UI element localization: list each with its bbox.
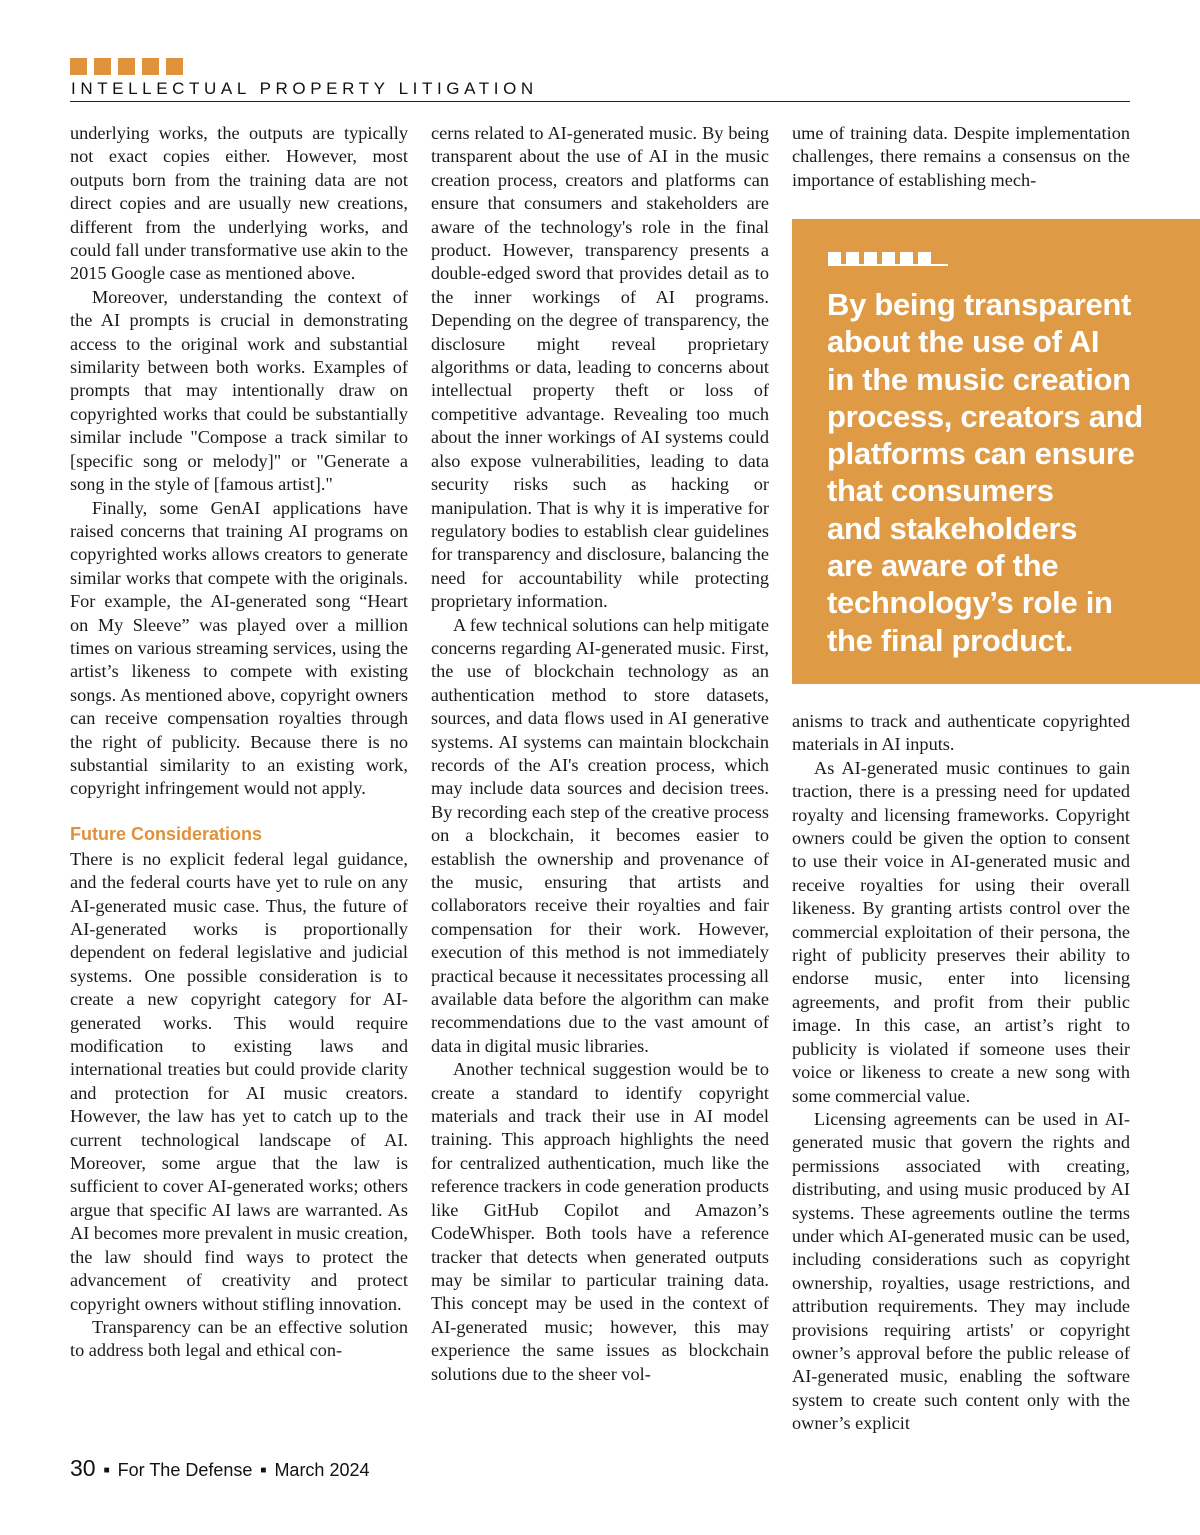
paragraph: ume of training data. Despite implementation challenges, there remains a consensus on the importance of establishing mech- [792, 123, 1130, 190]
pull-quote-line: and stakeholders [827, 510, 1078, 546]
marker-square [142, 58, 159, 75]
column-1 [70, 122, 408, 1363]
bullet-separator: ■ [260, 1465, 267, 1476]
pull-quote-line: By being transparent [827, 287, 1132, 322]
paragraph: Finally, some GenAI applications have raised concerns that training AI programs on copyrighted works allows creators to generate similar works that compete with the originals. For example, the AI-generated song “Heart on My Sleeve” was played over a million times on various streaming services, using the artist’s likeness to compete with existing songs. As mentioned above, copyright owners can receive compensation royalties through the right of publicity. Because there is no substantial similarity to an existing work, copyright infringement would not apply. [70, 497, 408, 799]
pull-quote-line: platforms can ensure [827, 436, 1135, 472]
issue-date: March 2024 [274, 1460, 370, 1480]
column-3-bottom [792, 710, 1130, 1436]
pull-quote-line: in the music creation [827, 361, 1131, 397]
marker-square [70, 58, 87, 75]
pull-quote-squares [828, 252, 936, 270]
pull-quote-box [792, 219, 1200, 684]
paragraph: anisms to track and authenticate copyrighted materials in AI inputs. [792, 711, 1130, 755]
pull-quote-text [827, 286, 1177, 659]
pull-quote-line: technology’s role in [827, 585, 1113, 621]
paragraph: Licensing agreements can be used in AI-generated music that govern the rights and permissions associated with creating, distributing, and using music produced by AI systems. These agreements outline the terms under which AI-generated music can be used, including considerations such as copyright ownership, royalties, usage restrictions, and attribution requirements. They may include provisions requiring artists' or copyright owner’s approval before the public release of AI-generated music, enabling the software system to create such content only with the owner’s explicit [792, 1108, 1130, 1434]
pull-quote-line: that consumers [827, 473, 1054, 509]
paragraph: Moreover, understanding the context of the AI prompts is crucial in demonstrating access to the original work and substantial similarity between both works. Examples of prompts that may intentionally draw on copyrighted works that could be substantially similar include "Compose a track similar to [specific song or melody]" or "Generate a song in the style of [famous artist]." [70, 286, 408, 495]
pull-quote-line: the final product. [827, 622, 1074, 658]
paragraph: underlying works, the outputs are typically not exact copies either. However, most outputs born from the training data are not direct copies and are usually new creations, different from the underlying works, and could fall under transformative use akin to the 2015 Google case as mentioned above. [70, 123, 408, 284]
paragraph: Another technical suggestion would be to create a standard to identify copyright materials and track their use in AI model training. This approach highlights the need for centralized authentication, much like the reference trackers in code generation products like GitHub Copilot and Amazon’s CodeWhisper. Both tools have a reference tracker that detects when generated outputs may be similar to particular training data. This concept may be used in the context of AI-generated music; however, this may experience the same issues as blockchain solutions due to the sheer vol- [431, 1059, 769, 1384]
pull-quote-line: about the use of AI [827, 324, 1100, 360]
section-marker-squares [70, 58, 190, 75]
paragraph: Transparency can be an effective solution to address both legal and ethical con- [70, 1316, 408, 1361]
paragraph: cerns related to AI-generated music. By being transparent about the use of AI in the music creation process, creators and platforms can ensure that consumers and stakeholders are aware of the technology's role in the final product. However, transparency presents a double-edged sword that provides detail as to the inner workings of AI programs. Depending on the degree of transparency, the disclosure might reveal proprietary algorithms or data, leading to concerns about intellectual property theft or loss of competitive advantage. Revealing too much about the inner workings of AI systems could also expose vulnerabilities, leading to data security risks such as hacking or manipulation. That is why it is imperative for regulatory bodies to establish clear guidelines for transparency and disclosure, balancing the need for accountability while protecting proprietary information. [431, 123, 769, 612]
paragraph: As AI-generated music continues to gain traction, there is a pressing need for updated royalty and licensing frameworks. Copyright owners could be given the option to consent to use their voice in AI-generated music and receive royalties for using their overall likeness. By granting artists control over the commercial exploitation of their persona, the right of publicity preserves their ability to endorse music, enter into licensing agreements, and profit from their public image. In this case, an artist’s right to publicity is violated if someone uses their voice or likeness to create a new song with some commercial value. [792, 757, 1130, 1106]
marker-square [166, 58, 183, 75]
pull-quote-line: process, creators and [827, 398, 1143, 434]
pull-quote-rule [828, 264, 948, 266]
pull-quote-line: are aware of the [827, 548, 1059, 584]
column-3-top [792, 122, 1130, 192]
column-2 [431, 122, 769, 1386]
page-footer [70, 1455, 370, 1482]
publication-name: For The Defense [117, 1460, 253, 1480]
marker-square [94, 58, 111, 75]
bullet-separator: ■ [103, 1465, 110, 1476]
header-rule [70, 101, 1130, 102]
paragraph: A few technical solutions can help mitigate concerns regarding AI-generated music. First, the use of blockchain technology as an authentication method to store datasets, sources, and data flows used in AI generative systems. AI systems can maintain blockchain records of the AI's creation process, which may include data sources and decision trees. By recording each step of the creative process on a blockchain, it becomes easier to establish the ownership and provenance of the music, ensuring that artists and collaborators receive their royalties and fair compensation for their work. However, execution of this method is not immediately practical because it necessitates processing all available data before the algorithm can make recommendations due to the vast amount of data in digital music libraries. [431, 614, 769, 1056]
section-title: INTELLECTUAL PROPERTY LITIGATION [71, 79, 538, 98]
subheading: Future Considerations [70, 823, 263, 844]
page-number: 30 [70, 1455, 96, 1481]
paragraph: There is no explicit federal legal guidance, and the federal courts have yet to rule on any AI-generated music case. Thus, the future of AI-generated works is proportionally dependent on federal legislative and judicial systems. One possible consideration is to create a new copyright category for AI-generated works. This would require modification to existing laws and international treaties but could provide clarity and protection for AI music creators. However, the law has yet to catch up to the current technological landscape of AI. Moreover, some argue that the law is sufficient to cover AI-generated works; others argue that specific AI laws are warranted. As AI becomes more prevalent in music creation, the law should find ways to protect the advancement of creativity and protect copyright owners without stifling innovation. [70, 848, 408, 1314]
marker-square [118, 58, 135, 75]
